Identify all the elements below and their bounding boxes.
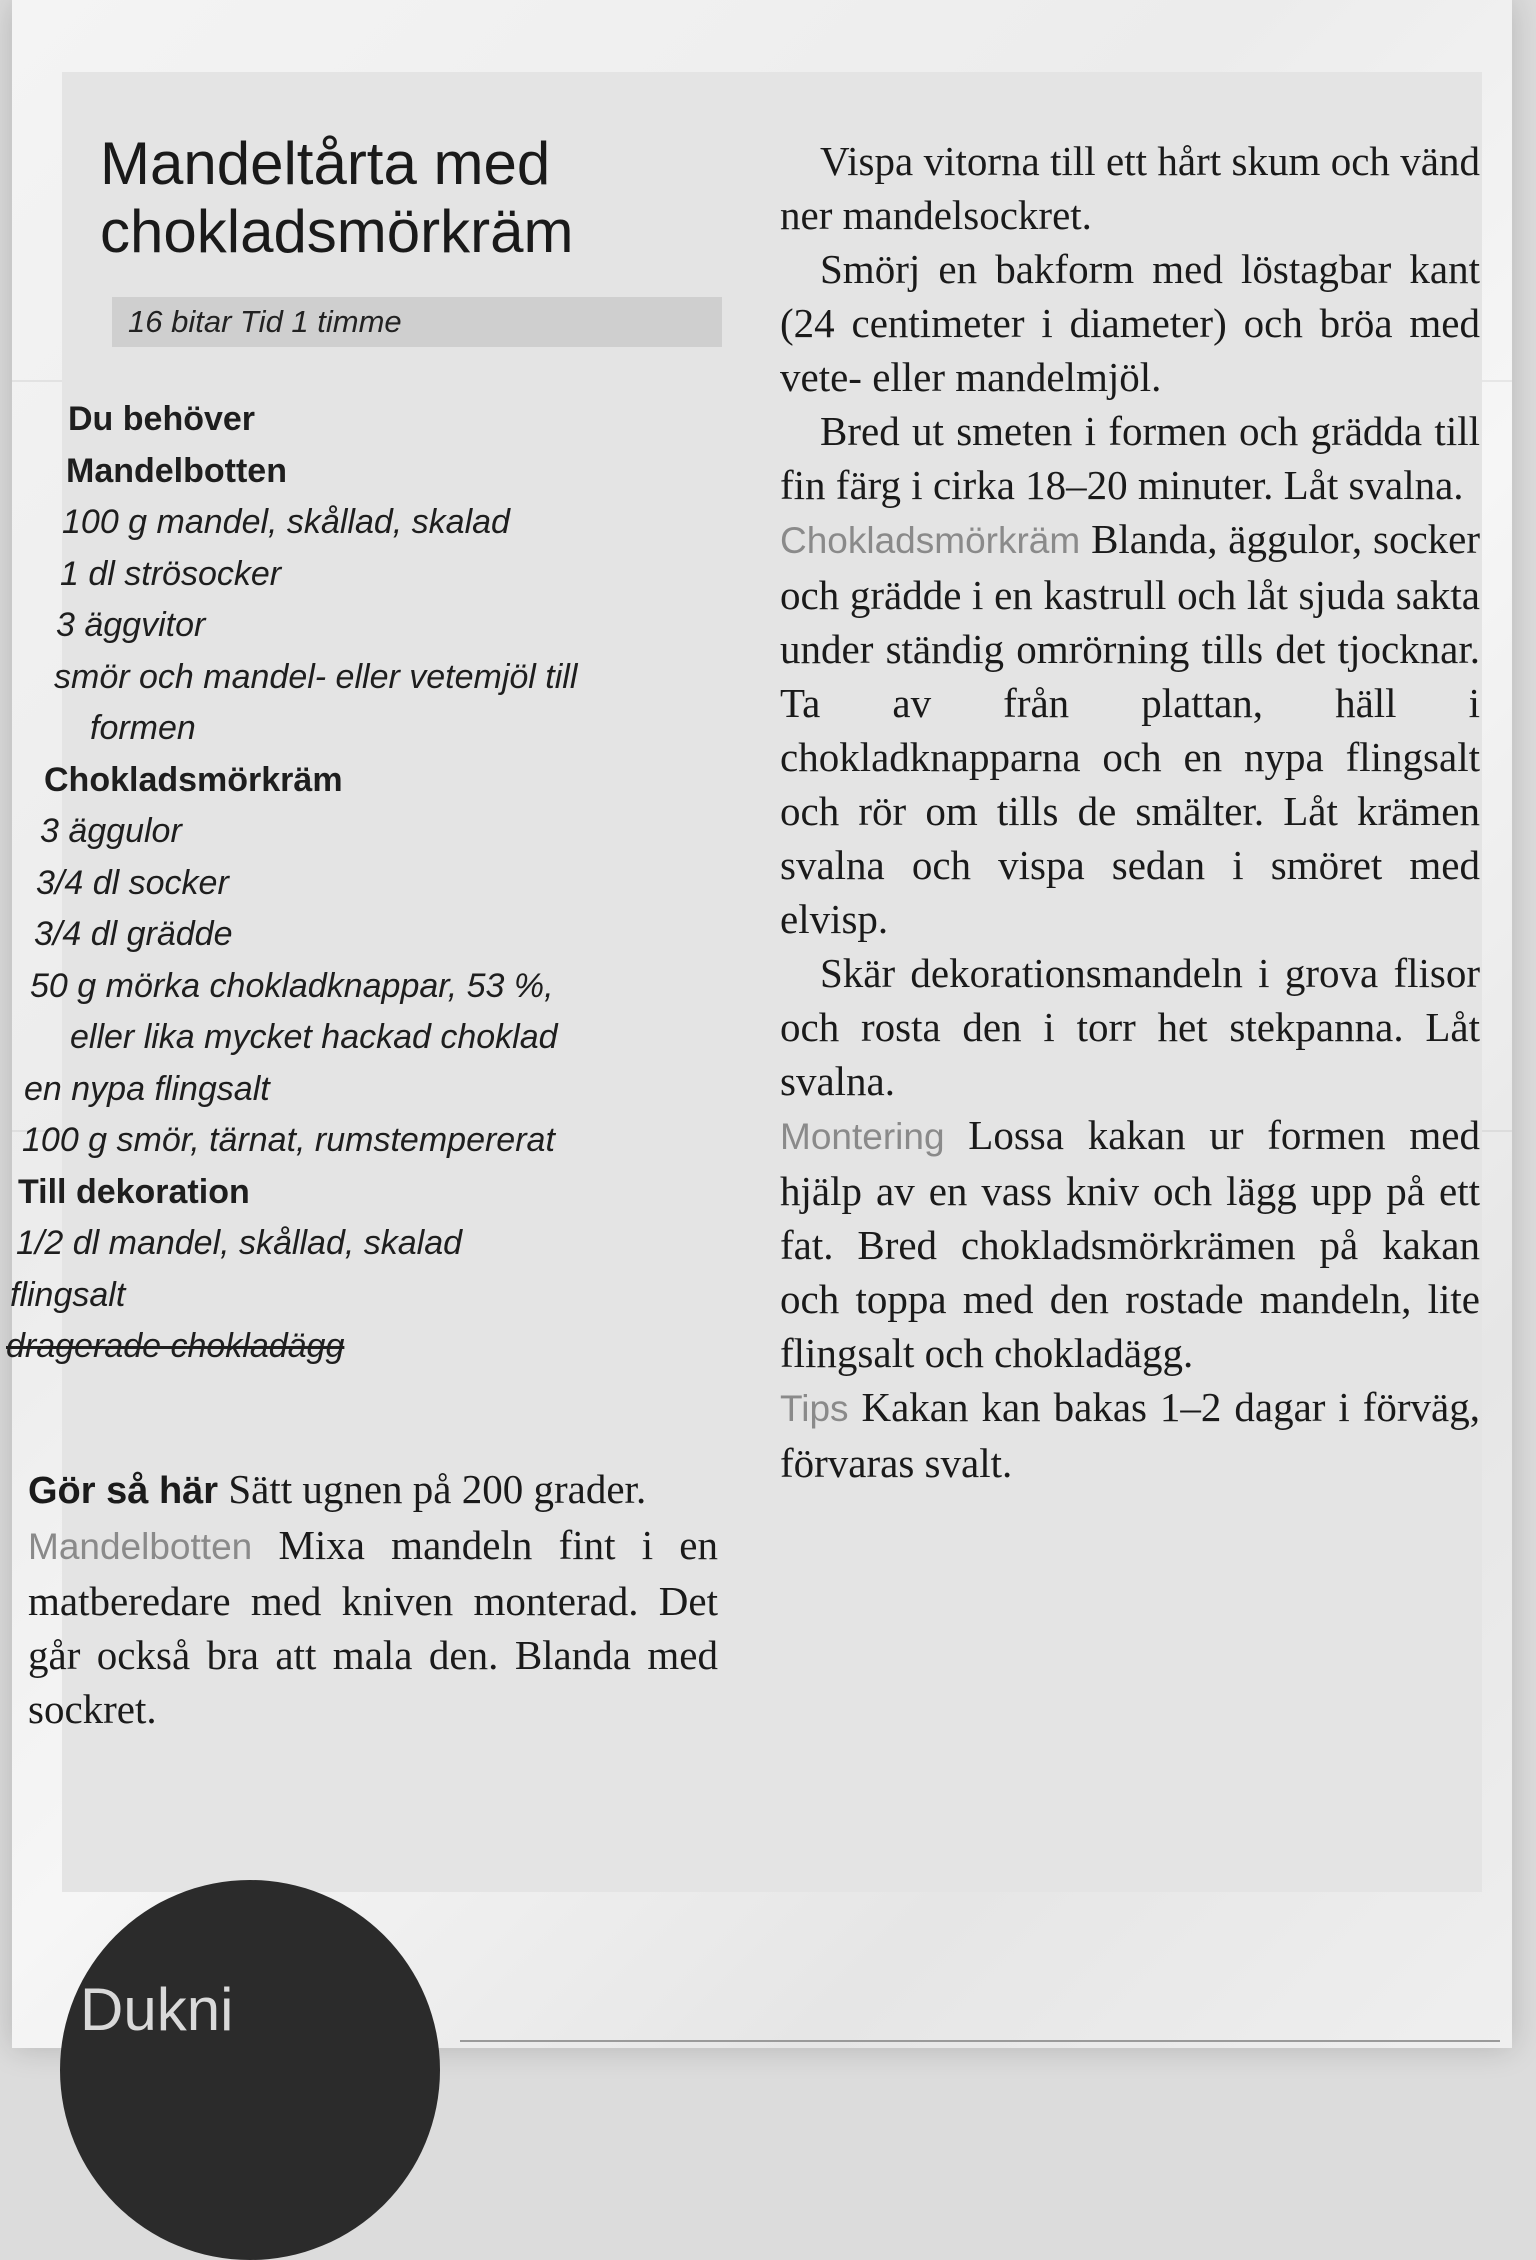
recipe-title <box>100 130 740 266</box>
mandelbotten-text: Mixa mandeln fint i en matberedare med kniven monterad. Det går också bra att mala den. Blanda med sockret. <box>28 1522 718 1732</box>
ingredient-item: smör och mandel- eller vetemjöl till <box>54 657 578 696</box>
magazine-badge <box>60 1880 440 2260</box>
mandelbotten-paragraph <box>28 1518 718 1736</box>
tips-label: Tips <box>780 1388 849 1429</box>
ingredient-item: 3/4 dl grädde <box>34 915 233 953</box>
ingredient-item: 3 äggulor <box>40 812 182 850</box>
title-line-1: Mandeltårta med <box>100 130 551 197</box>
right-instructions <box>780 134 1480 1490</box>
montering-label: Montering <box>780 1116 945 1157</box>
ingredient-item: 100 g mandel, skållad, skalad <box>62 503 510 541</box>
ingredient-item: en nypa flingsalt <box>24 1069 270 1108</box>
instruction-paragraph: Vispa vitorna till ett hårt skum och vänd ner mandelsockret. <box>780 138 1480 238</box>
tips-text: Kakan kan bakas 1–2 dagar i förväg, förvaras svalt. <box>780 1384 1481 1486</box>
instruction-paragraph: Bred ut smeten i formen och grädda till fin färg i cirka 18–20 minuter. Låt svalna. <box>780 408 1480 508</box>
montering-text: Lossa kakan ur formen med hjälp av en vass kniv och lägg upp på ett fat. Bred chokladsmörkrämen på kakan och toppa med den rostade mandeln, lite flingsalt och chokladägg. <box>780 1112 1481 1376</box>
ingredient-heading: Du behöver <box>68 400 256 438</box>
ingredient-heading: Till dekoration <box>18 1172 250 1211</box>
intro-paragraph <box>28 1462 718 1518</box>
ingredient-item: 50 g mörka chokladknappar, 53 %, <box>30 966 554 1005</box>
montering-paragraph <box>780 1108 1480 1380</box>
chokladsmorkram-paragraph <box>780 512 1480 946</box>
ingredient-item: 100 g smör, tärnat, rumstempererat <box>22 1121 555 1159</box>
intro-text: Sätt ugnen på 200 grader. <box>228 1466 647 1512</box>
tips-paragraph <box>780 1380 1480 1490</box>
chokladsmorkram-label: Chokladsmörkräm <box>780 520 1081 561</box>
left-instructions <box>28 1462 718 1736</box>
ingredient-item: 1 dl strösocker <box>60 554 282 593</box>
intro-lead: Gör så här <box>28 1470 219 1512</box>
ingredient-heading: Chokladsmörkräm <box>44 760 343 799</box>
ingredient-item: formen <box>90 709 196 747</box>
recipe-meta: 16 bitar Tid 1 timme <box>112 297 722 347</box>
title-line-2: chokladsmörkräm <box>100 198 574 265</box>
instruction-paragraph: Smörj en bakform med löstagbar kant (24 centimeter i diameter) och bröa med vete- eller mandelmjöl. <box>780 246 1480 400</box>
divider <box>460 2040 1500 2042</box>
ingredient-item: flingsalt <box>10 1275 126 1314</box>
ingredient-heading: Mandelbotten <box>66 451 287 490</box>
ingredient-item: 3 äggvitor <box>56 606 206 644</box>
mandelbotten-label: Mandelbotten <box>28 1526 253 1567</box>
ingredient-item: dragerade chokladägg <box>6 1327 345 1365</box>
ingredient-item: eller lika mycket hackad choklad <box>70 1018 558 1056</box>
chokladsmorkram-text: Blanda, äggulor, socker och grädde i en kastrull och låt sjuda sakta under ständig omrörning tills det tjocknar. Ta av från plattan, häll i chokladknapparna och en nypa flingsalt och rör om tills de smälter. Låt krämen svalna och vispa sedan i smöret med elvisp. <box>780 516 1480 942</box>
badge-text: Dukni <box>80 1976 234 2043</box>
instruction-paragraph: Skär dekorationsmandeln i grova flisor och rosta den i torr het stekpanna. Låt svalna. <box>780 950 1480 1104</box>
ingredient-item: 3/4 dl socker <box>36 863 229 902</box>
ingredient-item: 1/2 dl mandel, skållad, skalad <box>16 1224 463 1262</box>
